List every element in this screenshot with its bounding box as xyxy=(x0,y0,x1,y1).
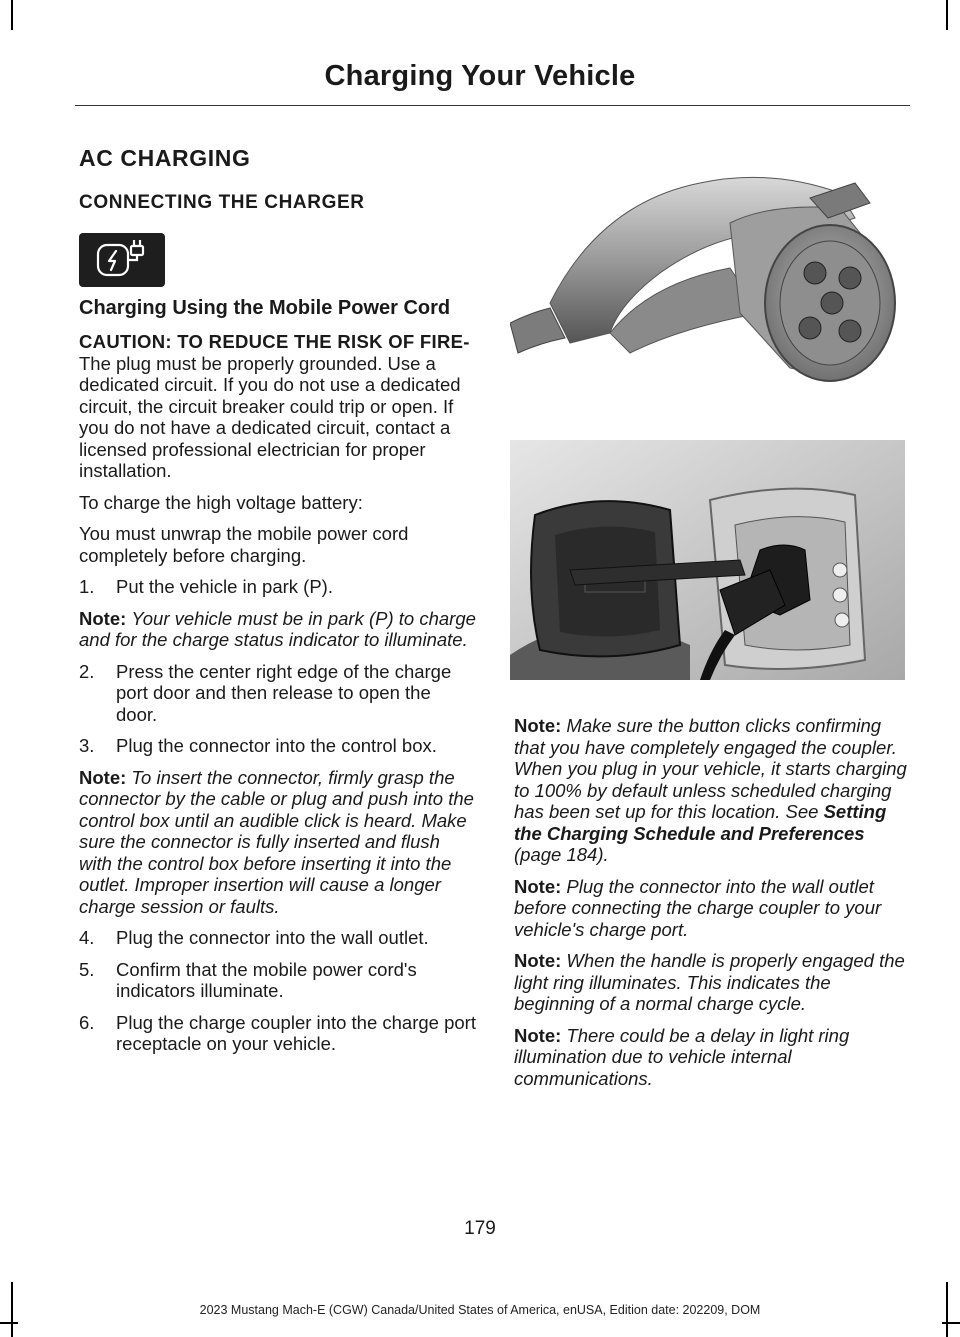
note-label: Note: xyxy=(79,607,127,629)
charge-plug-icon xyxy=(79,233,165,287)
note-paragraph xyxy=(79,767,477,918)
page-number: 179 xyxy=(464,1218,496,1239)
note-label: Note: xyxy=(514,1024,562,1046)
note-paragraph xyxy=(514,1025,910,1090)
note-paragraph xyxy=(514,715,910,866)
right-column xyxy=(514,715,910,1099)
steps-list xyxy=(79,661,477,757)
note-paragraph xyxy=(79,608,477,651)
figure-charge-port xyxy=(510,440,905,680)
intro-line: To charge the high voltage battery: xyxy=(79,491,363,513)
note-text: To insert the connector, firmly grasp the connector by the cable or plug and push into the control box until an audible click is heard. Make sure the connector is fully inserted and flush with the control box before inserting it into the outlet. Improper insertion will cause a longer charge session or faults. xyxy=(79,766,474,917)
figure-charge-coupler xyxy=(510,163,905,403)
page-reference: (page 184). xyxy=(514,844,609,865)
note-text: Make sure the button clicks confirming that you have completely engaged the coupler. When you plug in your vehicle, it starts charging to 100% by default unless scheduled charging has been set up for this location. See xyxy=(514,715,907,822)
step-number: 5. xyxy=(79,958,95,980)
crop-mark-bottom-right-h xyxy=(942,1322,960,1324)
note-text: Plug the connector into the wall outlet before connecting the charge coupler to your vehicle's charge port. xyxy=(514,875,882,940)
step-number: 3. xyxy=(79,735,95,756)
step-number: 1. xyxy=(79,576,95,597)
steps-list xyxy=(79,576,477,598)
step-text: Put the vehicle in park (P). xyxy=(116,576,333,597)
page-footer: 2023 Mustang Mach-E (CGW) Canada/United States of America, enUSA, Edition date: 202209, DOM xyxy=(199,1303,761,1317)
note-text: Your vehicle must be in park (P) to charge and for the charge status indicator to illuminate. xyxy=(79,607,476,650)
note-paragraph xyxy=(514,876,910,941)
step-item xyxy=(79,661,477,726)
crop-mark-top-right-v xyxy=(946,0,948,30)
step-text: Press the center right edge of the charge port door and then release to open the door. xyxy=(116,660,452,725)
step-text: Plug the connector into the control box. xyxy=(116,735,437,756)
caution-paragraph xyxy=(79,331,477,482)
note-label: Note: xyxy=(514,875,562,897)
topic-title: Charging Using the Mobile Power Cord xyxy=(79,297,451,319)
subsection-title: CONNECTING THE CHARGER xyxy=(79,191,365,213)
note-label: Note: xyxy=(514,950,562,971)
left-column xyxy=(79,140,477,1065)
steps-list xyxy=(79,927,477,1055)
step-item xyxy=(79,1012,477,1055)
page-header-title: Charging Your Vehicle xyxy=(324,60,636,92)
step-text: Plug the charge coupler into the charge port receptacle on your vehicle. xyxy=(116,1011,476,1054)
intro-line: You must unwrap the mobile power cord completely before charging. xyxy=(79,523,409,566)
step-item xyxy=(79,959,477,1002)
step-item xyxy=(79,735,477,757)
crop-mark-bottom-left-h xyxy=(0,1322,18,1324)
header-divider xyxy=(75,105,910,106)
step-number: 2. xyxy=(79,660,95,682)
note-text: There could be a delay in light ring illumination due to vehicle internal communications. xyxy=(514,1024,850,1089)
crop-mark-top-left-v xyxy=(11,0,13,30)
note-text: When the handle is properly engaged the light ring illuminates. This indicates the beginning of a normal charge cycle. xyxy=(514,950,905,1014)
step-number: 4. xyxy=(79,927,95,948)
step-item xyxy=(79,927,477,949)
caution-text: The plug must be properly grounded. Use a dedicated circuit. If you do not use a dedicated circuit, the circuit breaker could trip or open. If you do not have a dedicated circuit, contact a licensed professional electrician for proper installation. xyxy=(79,352,461,481)
section-title: AC CHARGING xyxy=(79,145,251,171)
cross-reference-link[interactable]: Setting the Charging Schedule and Preferences xyxy=(514,801,887,844)
step-text: Confirm that the mobile power cord's indicators illuminate. xyxy=(116,958,417,1001)
note-paragraph xyxy=(514,950,910,1015)
note-label: Note: xyxy=(514,715,562,736)
step-item xyxy=(79,576,477,598)
step-text: Plug the connector into the wall outlet. xyxy=(116,927,429,948)
step-number: 6. xyxy=(79,1011,95,1033)
note-label: Note: xyxy=(79,766,127,788)
caution-label: CAUTION: TO REDUCE THE RISK OF FIRE- xyxy=(79,331,470,352)
